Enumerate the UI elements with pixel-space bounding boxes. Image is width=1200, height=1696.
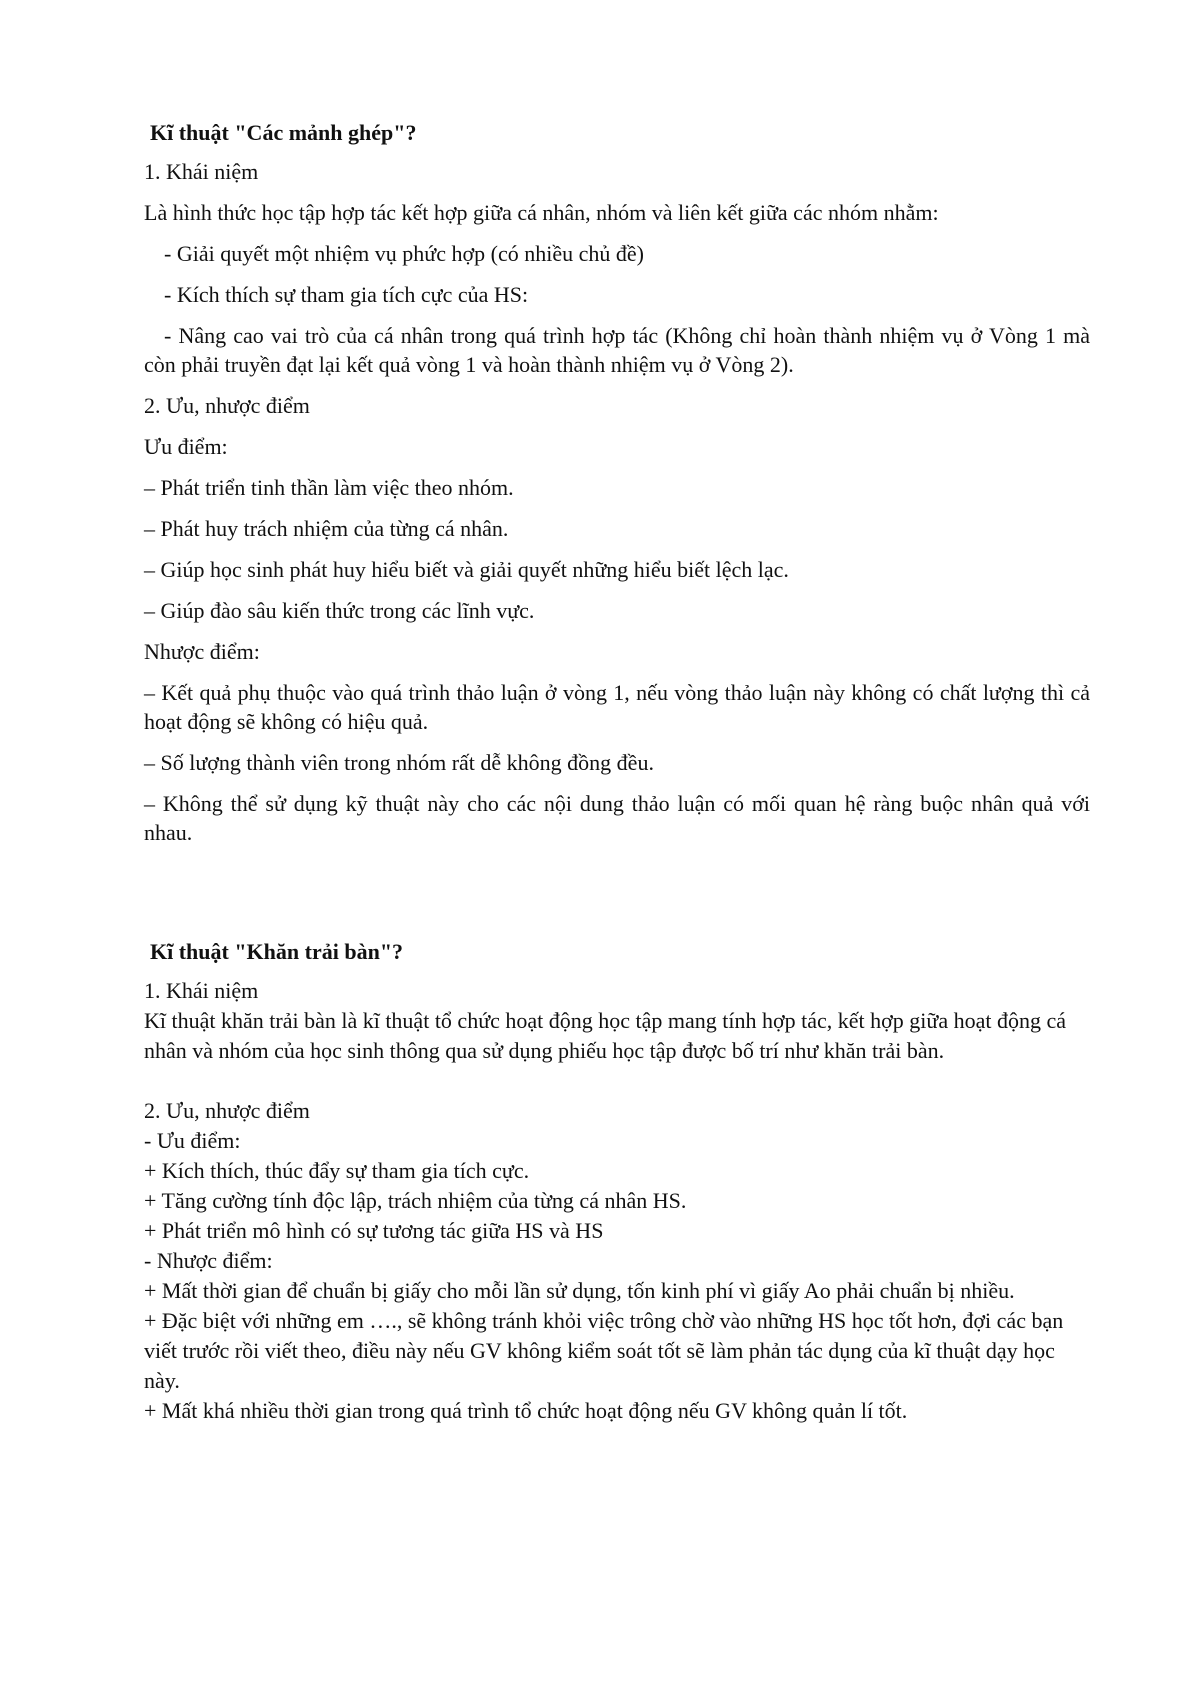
concept-text: Kĩ thuật khăn trải bàn là kĩ thuật tổ chức hoạt động học tập mang tính hợp tác, kết hợp giữa hoạt động cá nhân và nhóm của học sinh thông qua sử dụng phiếu học tập được bố trí như khăn trải bàn. bbox=[144, 1008, 1066, 1063]
pros-item: – Giúp học sinh phát huy hiểu biết và giải quyết những hiểu biết lệch lạc. bbox=[144, 557, 789, 582]
section-cac-manh-ghep bbox=[144, 118, 1090, 847]
concept-point: - Kích thích sự tham gia tích cực của HS: bbox=[164, 282, 529, 307]
concept-heading: 1. Khái niệm bbox=[144, 159, 259, 184]
blank-line bbox=[144, 1066, 1090, 1096]
concept-point: - Giải quyết một nhiệm vụ phức hợp (có nhiều chủ đề) bbox=[164, 241, 644, 266]
section-title: Kĩ thuật "Các mảnh ghép"? bbox=[150, 120, 417, 145]
section-title: Kĩ thuật "Khăn trải bàn"? bbox=[150, 939, 404, 964]
pros-item: – Phát triển tinh thần làm việc theo nhóm. bbox=[144, 475, 514, 500]
cons-item: + Mất khá nhiều thời gian trong quá trình tổ chức hoạt động nếu GV không quản lí tốt. bbox=[144, 1398, 908, 1423]
cons-label: Nhược điểm: bbox=[144, 639, 260, 664]
pros-cons-heading: 2. Ưu, nhược điểm bbox=[144, 1098, 310, 1123]
concept-heading: 1. Khái niệm bbox=[144, 978, 259, 1003]
section-khan-trai-ban bbox=[144, 937, 1090, 1426]
pros-item: – Giúp đào sâu kiến thức trong các lĩnh vực. bbox=[144, 598, 535, 623]
concept-point: - Nâng cao vai trò của cá nhân trong quá trình hợp tác (Không chỉ hoàn thành nhiệm vụ ở Vòng 1 mà còn phải truyền đạt lại kết quả vòng 1 và hoàn thành nhiệm vụ ở Vòng 2). bbox=[144, 323, 1090, 377]
cons-item: – Không thể sử dụng kỹ thuật này cho các nội dung thảo luận có mối quan hệ ràng buộc nhân quả với nhau. bbox=[144, 791, 1090, 845]
document-page bbox=[144, 118, 1090, 1426]
cons-item: – Số lượng thành viên trong nhóm rất dễ không đồng đều. bbox=[144, 750, 654, 775]
pros-item: – Phát huy trách nhiệm của từng cá nhân. bbox=[144, 516, 509, 541]
section-spacer bbox=[144, 859, 1090, 937]
pros-item: + Phát triển mô hình có sự tương tác giữa HS và HS bbox=[144, 1218, 604, 1243]
pros-item: + Kích thích, thúc đẩy sự tham gia tích cực. bbox=[144, 1158, 530, 1183]
cons-item: + Mất thời gian để chuẩn bị giấy cho mỗi lần sử dụng, tốn kinh phí vì giấy Ao phải chuẩn bị nhiều. bbox=[144, 1278, 1015, 1303]
pros-label: Ưu điểm: bbox=[144, 434, 228, 459]
cons-item: – Kết quả phụ thuộc vào quá trình thảo luận ở vòng 1, nếu vòng thảo luận này không có chất lượng thì cả hoạt động sẽ không có hiệu quả. bbox=[144, 680, 1090, 734]
pros-label: - Ưu điểm: bbox=[144, 1128, 241, 1153]
cons-item: + Đặc biệt với những em …., sẽ không tránh khỏi việc trông chờ vào những HS học tốt hơn, đợi các bạn viết trước rồi viết theo, điều này nếu GV không kiểm soát tốt sẽ làm phản tác dụng của kĩ thuật dạy học này. bbox=[144, 1308, 1064, 1393]
pros-item: + Tăng cường tính độc lập, trách nhiệm của từng cá nhân HS. bbox=[144, 1188, 687, 1213]
pros-cons-heading: 2. Ưu, nhược điểm bbox=[144, 393, 310, 418]
concept-intro: Là hình thức học tập hợp tác kết hợp giữa cá nhân, nhóm và liên kết giữa các nhóm nhằm: bbox=[144, 200, 939, 225]
cons-label: - Nhược điểm: bbox=[144, 1248, 273, 1273]
